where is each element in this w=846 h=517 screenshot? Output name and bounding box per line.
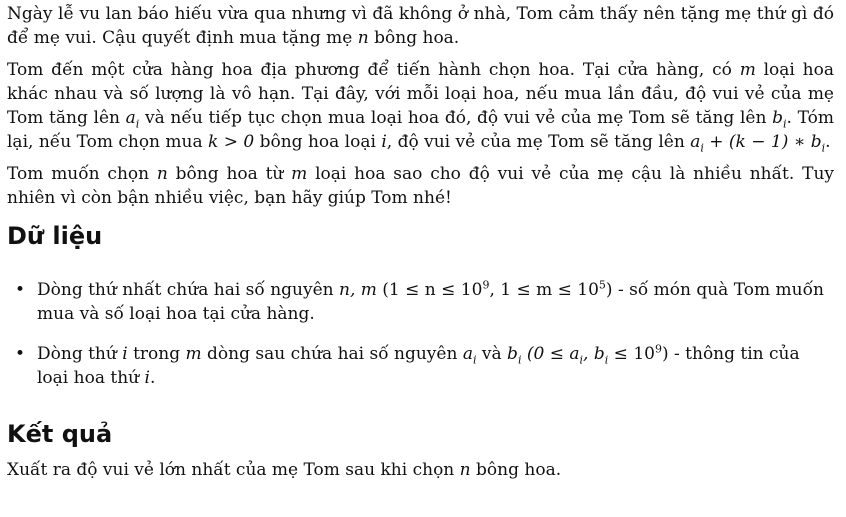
intro-paragraph-2	[7, 58, 834, 154]
math-var: n, m	[339, 280, 377, 300]
math-superscript: 9	[654, 342, 662, 356]
text: bông hoa.	[368, 28, 460, 48]
text: bông hoa từ	[167, 164, 292, 184]
math-superscript: 9	[482, 278, 490, 292]
text: loại hoa sao cho độ vui vẻ của mẹ cậu là nhiều nhất. Tuy nhiên vì còn bận nhiều việc, bạn hãy giúp Tom nhé!	[7, 164, 834, 208]
text: Tom đến một cửa hàng hoa địa phương để tiến hành chọn hoa. Tại cửa hàng, có	[7, 60, 740, 80]
text: trong	[127, 344, 186, 364]
text: . Tóm lại, nếu Tom chọn mua	[7, 108, 834, 152]
math-var: b	[507, 344, 518, 364]
text: bông hoa.	[470, 460, 562, 480]
bullet-icon: •	[15, 280, 26, 300]
math-constraint: , 1 ≤ m ≤ 10	[489, 280, 599, 300]
input-item-1	[15, 278, 834, 326]
output-section-title: Kết quả	[7, 420, 113, 448]
math-var: b	[772, 108, 783, 128]
math-constraint: )	[605, 280, 613, 300]
math-subscript: i	[783, 117, 787, 131]
text: loại hoa khác nhau và số lượng là vô hạn. Tại đây, với mỗi loại hoa, nếu mua lần đầu, độ vui vẻ của mẹ Tom tăng lên	[7, 60, 834, 128]
output-paragraph	[7, 458, 834, 482]
math-var: m	[739, 60, 756, 80]
math-constraint: , b	[583, 344, 605, 364]
math-var: n	[357, 28, 369, 48]
text: Ngày lễ vu lan báo hiếu vừa qua nhưng vì đã không ở nhà, Tom cảm thấy nên tặng mẹ thứ gì đó để mẹ vui. Cậu quyết định mua tặng mẹ	[7, 4, 834, 48]
math-var: i	[381, 132, 387, 152]
math-var: i	[122, 344, 128, 364]
math-var: n	[459, 460, 471, 480]
text: Dòng thứ nhất chứa hai số nguyên	[37, 280, 339, 300]
math-superscript: 5	[598, 278, 606, 292]
text: Dòng thứ	[37, 344, 123, 364]
text: Tom muốn chọn	[7, 164, 157, 184]
math-subscript: i	[472, 353, 477, 367]
math-constraint: (0 ≤ a	[521, 344, 580, 364]
text: bông hoa loại	[254, 132, 382, 152]
math-subscript: i	[517, 353, 522, 367]
math-subscript: i	[579, 353, 584, 367]
input-section-title: Dữ liệu	[7, 222, 103, 250]
bullet-icon: •	[15, 344, 26, 364]
math-subscript: i	[700, 141, 704, 155]
math-var: m	[291, 164, 308, 184]
math-constraint: )	[661, 344, 669, 364]
math-var: m	[185, 344, 202, 364]
math-formula: + (k − 1) ∗ b	[703, 132, 822, 152]
math-subscript: i	[604, 353, 609, 367]
math-constraint: (1 ≤ n ≤ 10	[382, 280, 483, 300]
intro-paragraph-3	[7, 162, 834, 210]
input-list	[7, 278, 834, 390]
text: .	[825, 132, 831, 152]
text: - thông tin của loại hoa thứ	[37, 344, 800, 388]
intro-paragraph-1	[7, 2, 834, 50]
math-formula: a	[690, 132, 701, 152]
text: - số món quà Tom muốn mua và số loại hoa tại cửa hàng.	[37, 280, 824, 324]
math-var: a	[125, 108, 136, 128]
math-var: a	[462, 344, 473, 364]
text: và	[476, 344, 508, 364]
math-var: i	[144, 368, 150, 388]
math-constraint: ≤ 10	[608, 344, 655, 364]
math-subscript: i	[821, 141, 826, 155]
math-subscript: i	[135, 117, 140, 131]
math-var: n	[156, 164, 168, 184]
text: dòng sau chứa hai số nguyên	[201, 344, 463, 364]
text: Xuất ra độ vui vẻ lớn nhất của mẹ Tom sau khi chọn	[7, 460, 460, 480]
input-item-2	[15, 342, 834, 390]
text: , độ vui vẻ của mẹ Tom sẽ tăng lên	[386, 132, 691, 152]
text: .	[149, 368, 156, 388]
text: và nếu tiếp tục chọn mua loại hoa đó, độ vui vẻ của mẹ Tom sẽ tăng lên	[139, 108, 773, 128]
math-condition: k > 0	[208, 132, 255, 152]
